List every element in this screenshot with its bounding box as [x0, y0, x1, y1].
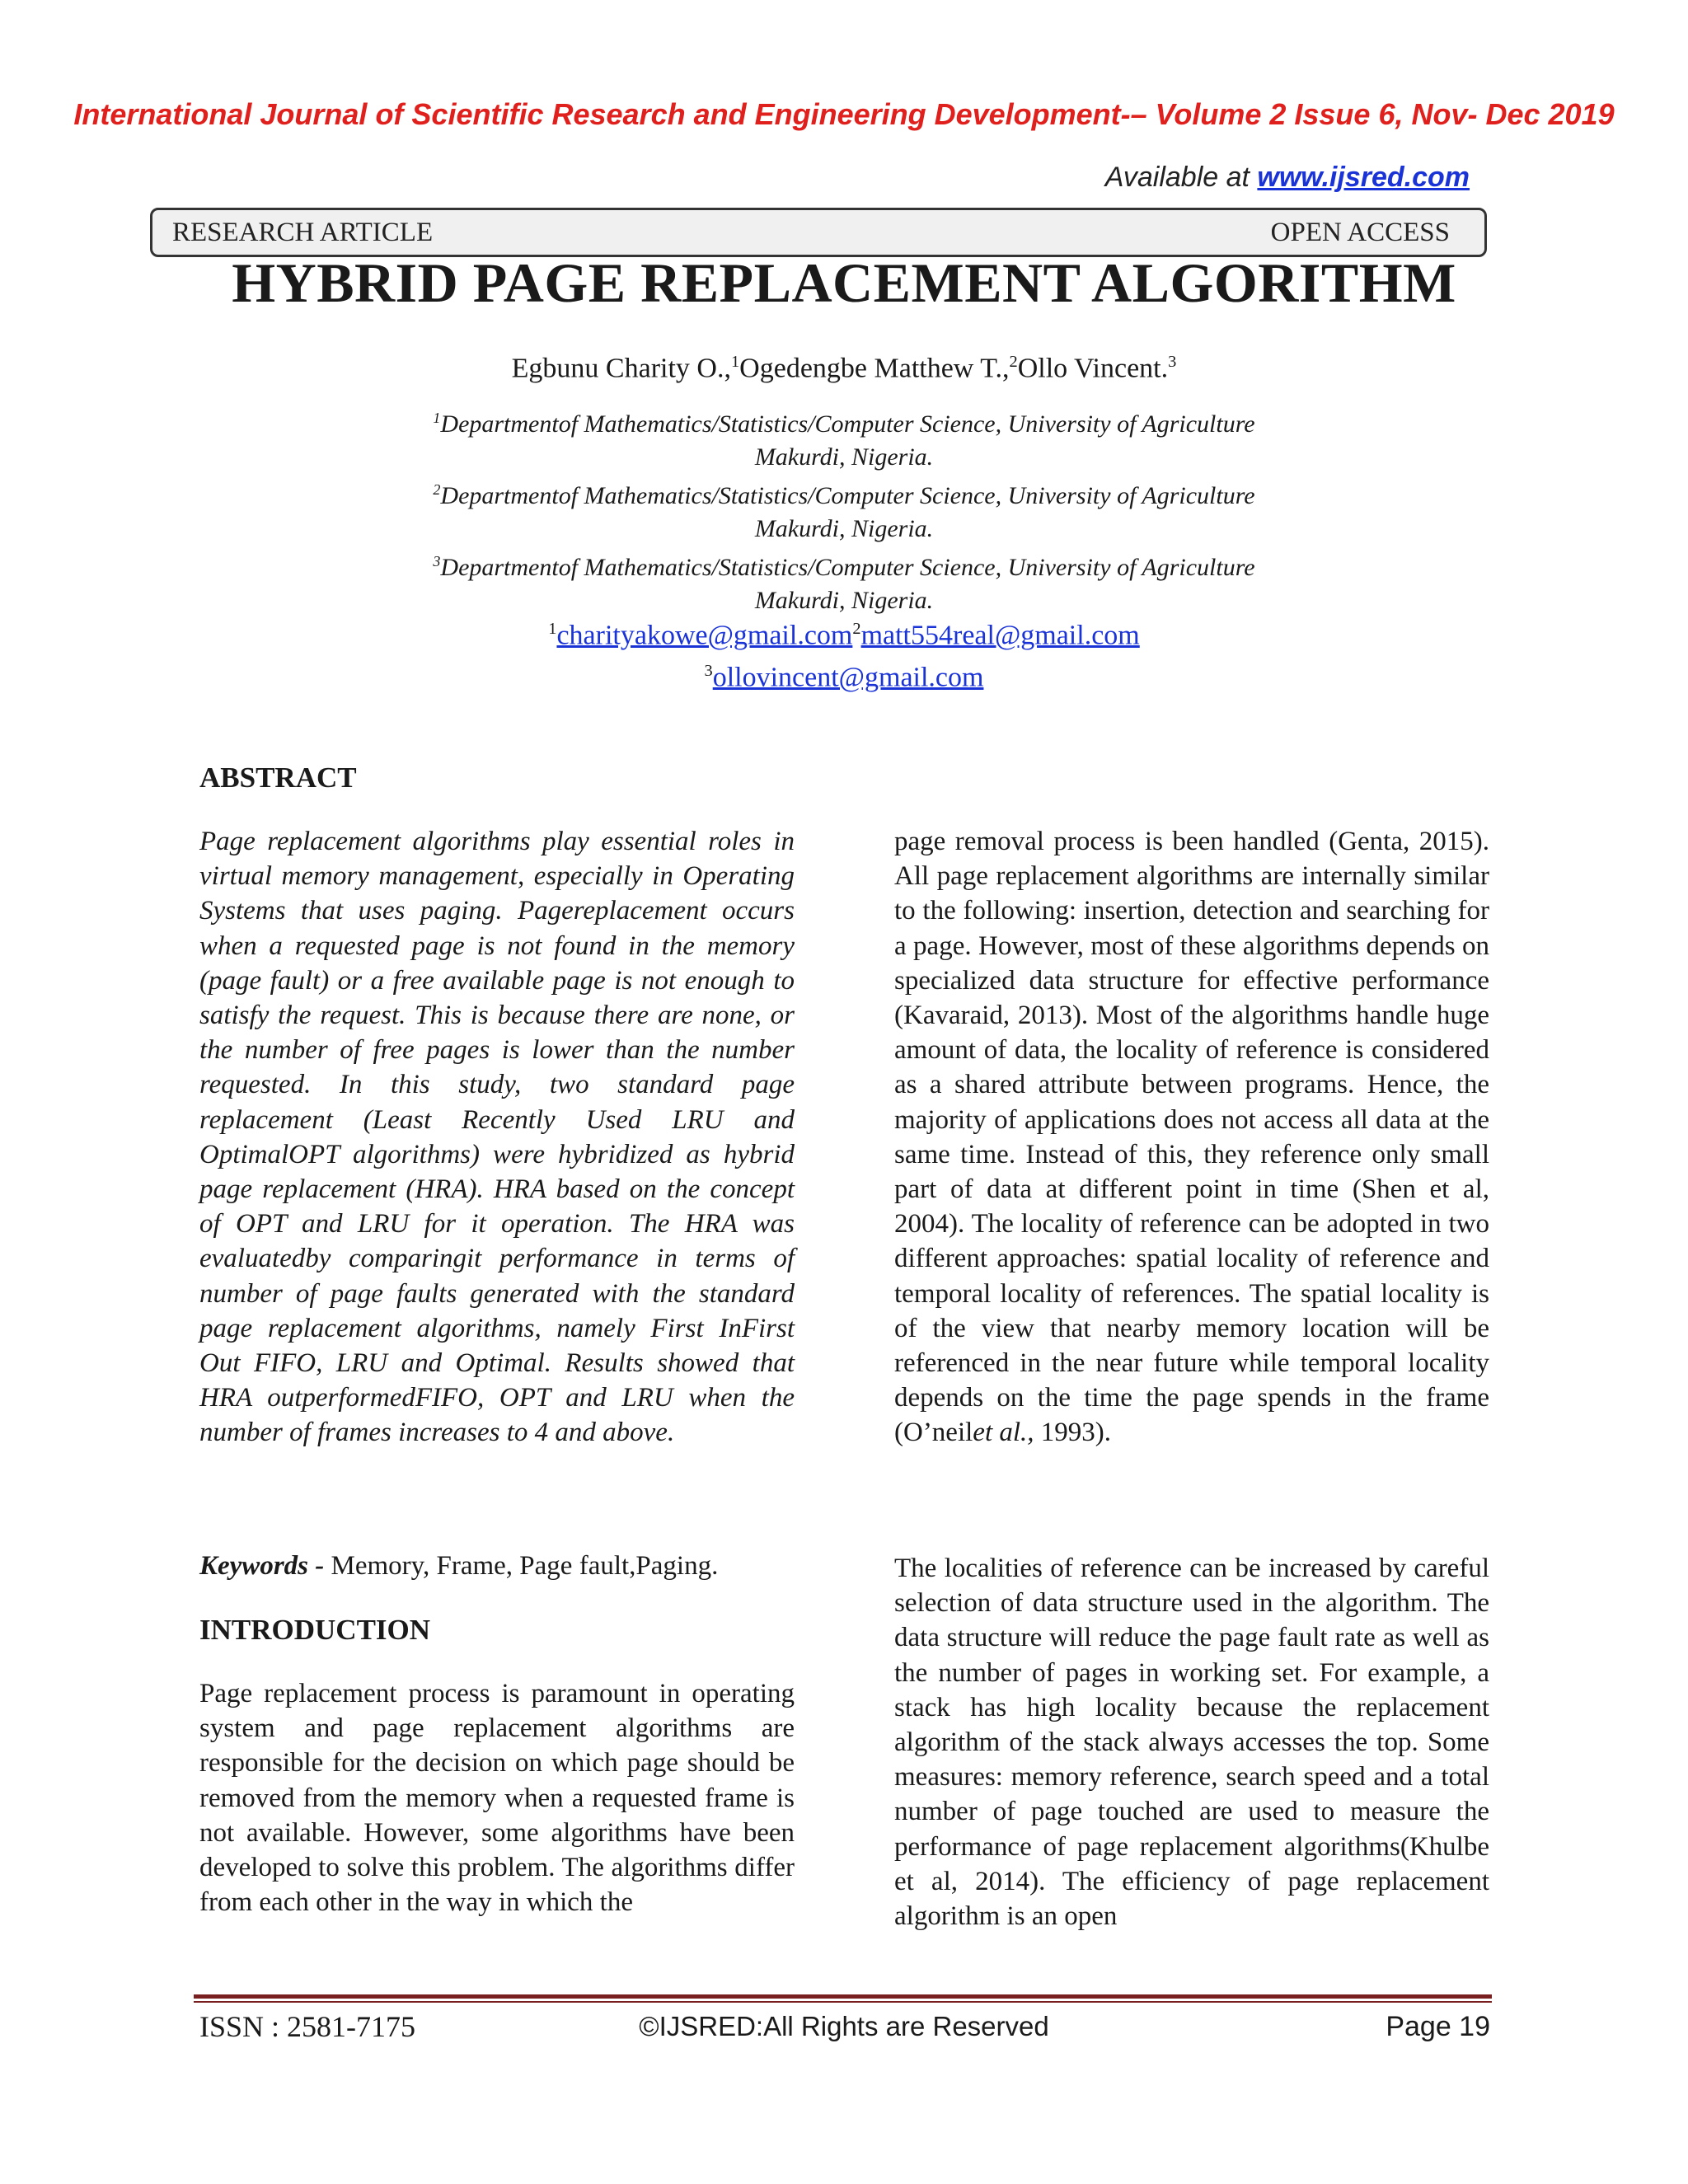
article-type-bar [150, 208, 1487, 257]
footer-divider-thin [194, 2001, 1492, 2003]
open-access-label: OPEN ACCESS [1270, 217, 1450, 247]
email-line-2 [0, 662, 1688, 693]
keywords-text: Memory, Frame, Page fault,Paging. [324, 1551, 719, 1581]
affiliation-line: Departmentof Mathematics/Statistics/Computer Science, University of Agriculture [440, 482, 1255, 509]
footer-divider [194, 1994, 1492, 1999]
author-affiliation-marker: 1 [730, 353, 740, 371]
affiliation-marker: 1 [433, 410, 441, 426]
abstract-heading: ABSTRACT [199, 762, 357, 794]
author-name: Egbunu Charity O., [511, 353, 731, 384]
introduction-right-paragraph-2: The localities of reference can be increased by careful selection of data structure used in the algorithm. The data structure will reduce the page fault rate as well as the number of pages in working set. For example, a stack has high locality because the replacement algorithm of the stack always accesses the top. Some measures: memory reference, search speed and a total number of page touched are used to measure the performance of page replacement algorithms(Khulbe et al, 2014). The efficiency of page replacement algorithm is an open [894, 1554, 1489, 1932]
introduction-heading: INTRODUCTION [199, 1614, 431, 1646]
author-affiliation-marker: 2 [1009, 353, 1018, 371]
email-link[interactable]: matt554real@gmail.com [860, 620, 1140, 651]
email-marker: 2 [852, 620, 861, 638]
authors-line [0, 353, 1688, 384]
availability-line [1105, 162, 1470, 194]
article-type-label: RESEARCH ARTICLE [172, 217, 434, 247]
email-marker: 3 [704, 662, 713, 680]
paper-title: HYBRID PAGE REPLACEMENT ALGORITHM [232, 251, 1456, 314]
keywords-label: Keywords - [199, 1551, 325, 1581]
footer-page-number: Page 19 [1386, 2011, 1490, 2042]
journal-website-link[interactable]: www.ijsred.com [1257, 162, 1470, 193]
affiliation-line: Departmentof Mathematics/Statistics/Computer Science, University of Agriculture [440, 554, 1255, 581]
email-line-1 [0, 620, 1688, 651]
citation-et-al: et al., [973, 1418, 1034, 1448]
affiliation-marker: 2 [433, 481, 441, 498]
available-prefix: Available at [1104, 162, 1258, 193]
keywords-line [199, 1551, 795, 1582]
footer-issn: ISSN : 2581-7175 [199, 2010, 416, 2043]
author-name: Ogedengbe Matthew T., [739, 353, 1010, 384]
email-marker: 1 [548, 620, 557, 638]
affiliation-line: Departmentof Mathematics/Statistics/Computer Science, University of Agriculture [440, 410, 1255, 438]
author-affiliation-marker: 3 [1168, 353, 1177, 371]
affiliation-1 [330, 401, 1358, 474]
email-link[interactable]: charityakowe@gmail.com [556, 620, 853, 651]
affiliation-line: Makurdi, Nigeria. [754, 515, 934, 542]
introduction-right-paragraph-1 [894, 824, 1489, 1451]
affiliation-marker: 3 [433, 553, 441, 569]
footer-rights: ©IJSRED:All Rights are Reserved [639, 2011, 1049, 2041]
abstract-body: Page replacement algorithms play essential roles in virtual memory management, especially in Operating Systems that uses paging. Pagereplacement occurs when a requested page is not found in the memory (page fault) or a free available page is not enough to satisfy the request. This is because there are none, or the number of free pages is lower than the number requested. In this study, two standard page replacement (Least Recently Used LRU and OptimalOPT algorithms) were hybridized as hybrid page replacement (HRA). HRA based on the concept of OPT and LRU for it operation. The HRA was evaluatedby comparingit performance in terms of number of page faults generated with the standard page replacement algorithms, namely First InFirst Out FIFO, LRU and Optimal. Results showed that HRA outperformedFIFO, OPT and LRU when the number of frames increases to 4 and above. [199, 827, 795, 1448]
affiliation-line: Makurdi, Nigeria. [754, 443, 934, 471]
journal-header: International Journal of Scientific Research and Engineering Development-– Volume 2 Issue 6, Nov- Dec 2019 [73, 97, 1615, 131]
affiliation-line: Makurdi, Nigeria. [754, 587, 934, 614]
email-link[interactable]: ollovincent@gmail.com [712, 662, 984, 693]
paragraph-text: page removal process is been handled (Genta, 2015). All page replacement algorithms are internally similar to the following: insertion, detection and searching for a page. However, most of these algorithms depends on specialized data structure for effective performance (Kavaraid, 2013). Most of the algorithms handle huge amount of data, the locality of reference is considered as a shared attribute between programs. Hence, the majority of applications does not access all data at the same time. Instead of this, they reference only small part of data at different point in time (Shen et al, 2004). The locality of reference can be adopted in two different approaches: spatial locality of reference and temporal locality of references. The spatial locality is of the view that nearby memory location will be referenced in the near future while temporal locality depends on the time the page spends in the frame (O’neil [894, 827, 1489, 1448]
affiliation-2 [330, 473, 1358, 546]
author-name: Ollo Vincent. [1017, 353, 1169, 384]
affiliation-3 [330, 545, 1358, 617]
introduction-left-paragraph: Page replacement process is paramount in operating system and page replacement algorithms are responsible for the decision on which page should be removed from the memory when a requested frame is not available. However, some algorithms have been developed to solve this problem. The algorithms differ from each other in the way in which the [199, 1679, 795, 1918]
paragraph-text-end: 1993). [1034, 1418, 1112, 1448]
